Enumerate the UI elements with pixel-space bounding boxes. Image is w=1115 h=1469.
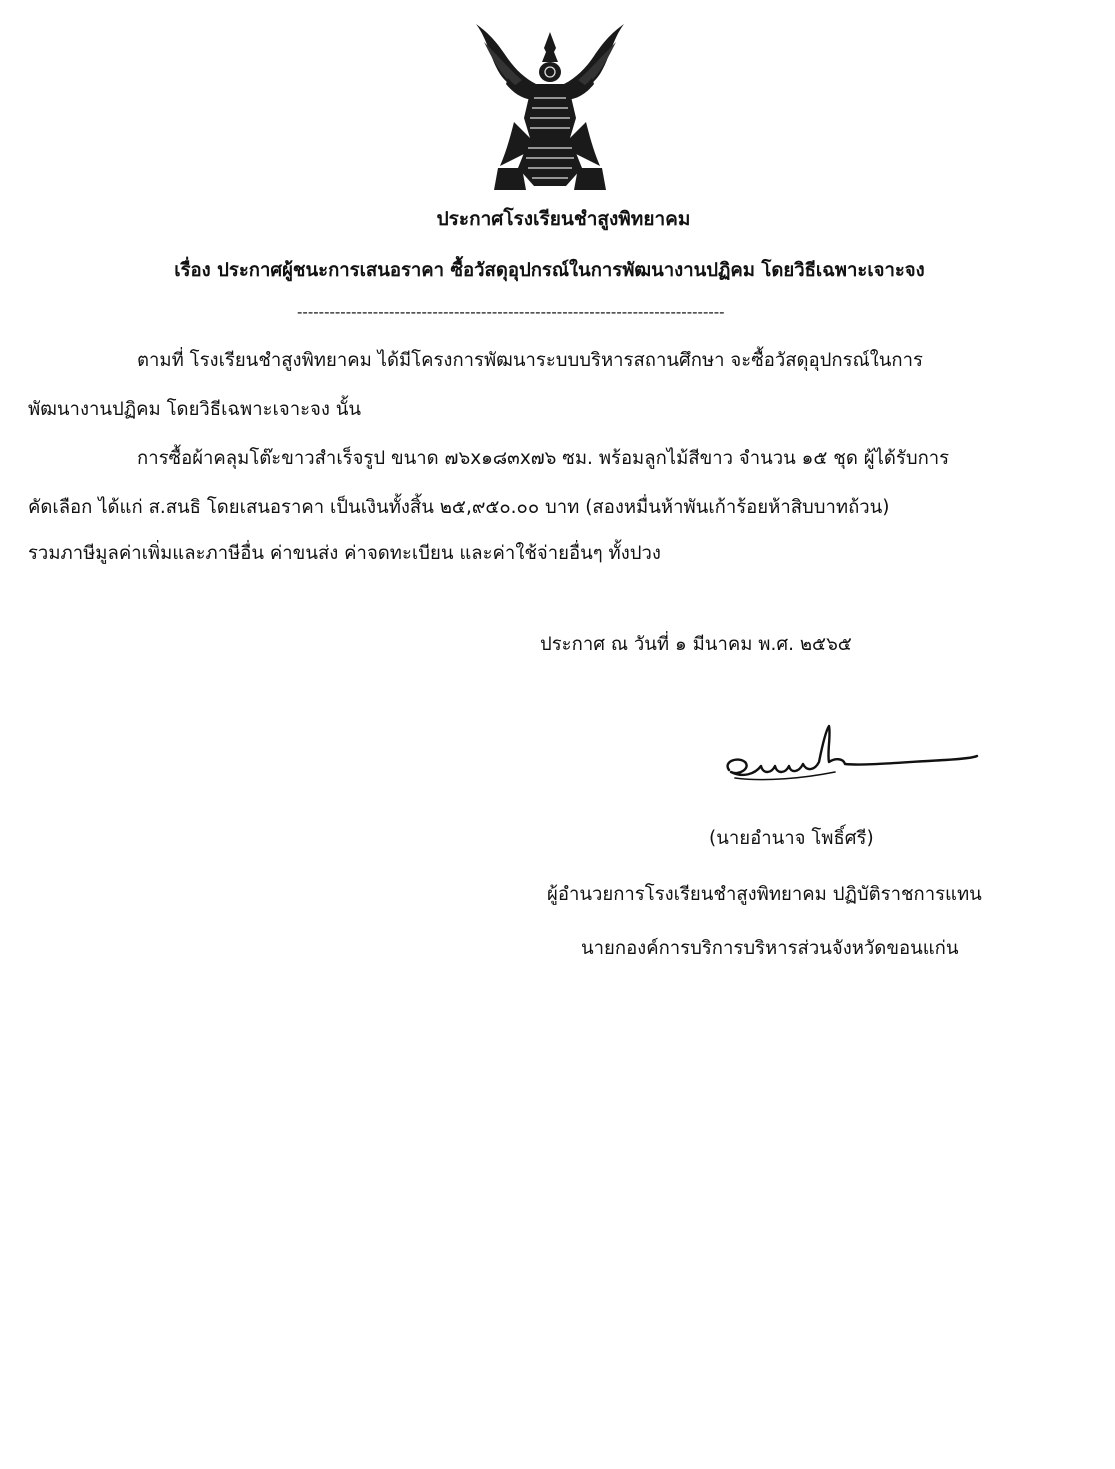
body-line: การซื้อผ้าคลุมโต๊ะขาวสำเร็จรูป ขนาด ๗๖x๑๘๓x๗๖ ซม. พร้อมลูกไม้สีขาว จำนวน ๑๕ ชุด ผู้ได้รับการ xyxy=(137,448,950,469)
body-line: รวมภาษีมูลค่าเพิ่มและภาษีอื่น ค่าขนส่ง ค่าจดทะเบียน และค่าใช้จ่ายอื่นๆ ทั้งปวง xyxy=(28,543,661,564)
body-line: คัดเลือก ได้แก่ ส.สนธิ โดยเสนอราคา เป็นเงินทั้งสิ้น ๒๕,๙๕๐.๐๐ บาท (สองหมื่นห้าพันเก้าร้อยห้าสิบบาทถ้วน) xyxy=(28,497,890,518)
separator-line: ------------------------------------------------------------------------------- xyxy=(297,303,725,321)
announcement-date: ประกาศ ณ วันที่ ๑ มีนาคม พ.ศ. ๒๕๖๕ xyxy=(540,634,852,655)
announcement-heading: ประกาศโรงเรียนชำสูงพิทยาคม xyxy=(436,208,691,230)
signer-position: ผู้อำนวยการโรงเรียนชำสูงพิทยาคม ปฏิบัติราชการแทน xyxy=(547,884,982,905)
announcement-subject: เรื่อง ประกาศผู้ชนะการเสนอราคา ซื้อวัสดุอุปกรณ์ในการพัฒนางานปฏิคม โดยวิธีเฉพาะเจาะจง xyxy=(174,260,925,281)
signer-name: (นายอำนาจ โพธิ์ศรี) xyxy=(709,828,874,849)
garuda-emblem-icon xyxy=(470,18,630,198)
handwritten-signature-icon xyxy=(715,722,985,792)
signer-position: นายกองค์การบริการบริหารส่วนจังหวัดขอนแก่น xyxy=(581,938,959,959)
body-line: พัฒนางานปฏิคม โดยวิธีเฉพาะเจาะจง นั้น xyxy=(28,399,362,420)
body-line: ตามที่ โรงเรียนชำสูงพิทยาคม ได้มีโครงการพัฒนาระบบบริหารสถานศึกษา จะซื้อวัสดุอุปกรณ์ในการ xyxy=(137,350,923,371)
